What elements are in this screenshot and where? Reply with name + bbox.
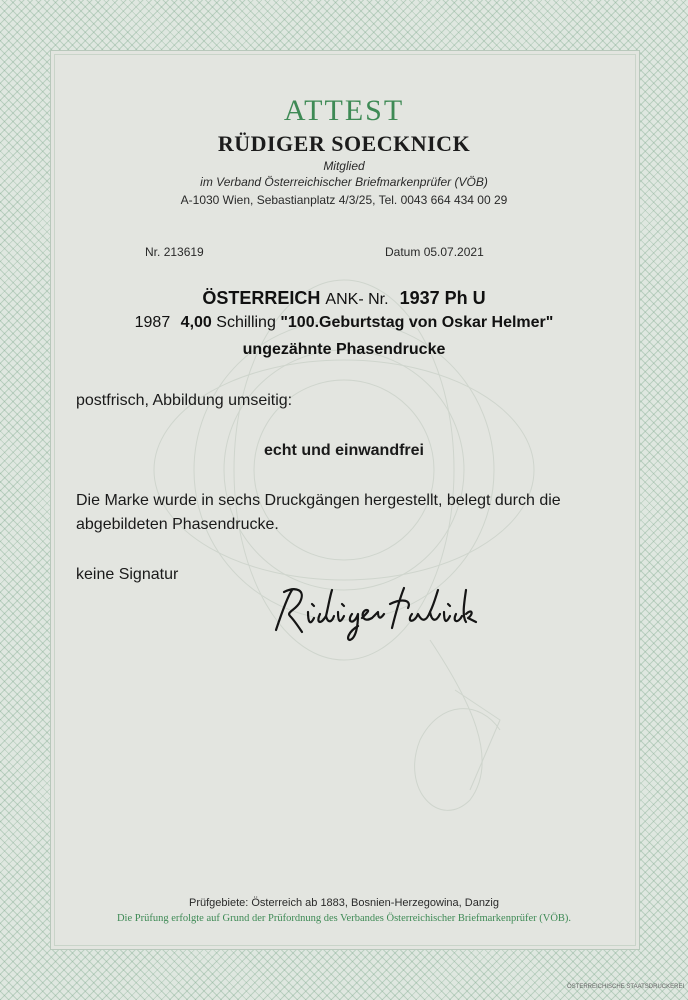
- expert-address: A-1030 Wien, Sebastianplatz 4/3/25, Tel. 0043 664 434 00 29: [180, 193, 508, 207]
- note-line-1: Die Marke wurde in sechs Druckgängen hergestellt, belegt durch die: [76, 492, 561, 509]
- number-value: 213619: [163, 245, 204, 259]
- signature-note: keine Signatur: [76, 566, 179, 583]
- stamp-value: 4,00: [180, 314, 212, 331]
- stamp-currency: Schilling: [216, 314, 276, 331]
- certificate-title: ATTEST: [283, 94, 405, 127]
- printer-imprint: ÖSTERREICHISCHE STAATSDRUCKEREI: [567, 984, 685, 990]
- catalog-label: ANK- Nr.: [325, 291, 389, 308]
- verdict-text: echt und einwandfrei: [263, 442, 424, 459]
- condition-text: postfrisch, Abbildung umseitig:: [76, 392, 293, 409]
- stamp-variety: ungezähnte Phasendrucke: [242, 341, 446, 358]
- membership-label: Mitglied: [323, 159, 365, 173]
- date-label: Datum: [385, 245, 421, 259]
- number-label: Nr.: [145, 245, 161, 259]
- handwritten-signature: [262, 582, 482, 642]
- stamp-catalog-line: [0, 288, 688, 309]
- certificate-date: [385, 245, 484, 259]
- stamp-country: ÖSTERREICH: [202, 288, 321, 308]
- inspection-areas: Prüfgebiete: Österreich ab 1883, Bosnien-Herzegowina, Danzig: [188, 897, 499, 909]
- date-value: 05.07.2021: [423, 245, 484, 259]
- certificate-number: [145, 245, 204, 259]
- catalog-number: 1937 Ph U: [399, 288, 486, 308]
- stamp-title: "100.Geburtstag von Oskar Helmer": [280, 314, 554, 331]
- inspection-notice: Die Prüfung erfolgte auf Grund der Prüfordnung des Verbandes Österreichischer Briefmarkenprüfer (VÖB).: [116, 913, 572, 924]
- stamp-issue-line: [0, 314, 688, 332]
- note-line-2: abgebildeten Phasendrucke.: [76, 516, 279, 533]
- stamp-year: 1987: [134, 314, 171, 331]
- membership-association: im Verband Österreichischer Briefmarkenprüfer (VÖB): [200, 175, 488, 189]
- expert-name: RÜDIGER SOECKNICK: [217, 131, 471, 156]
